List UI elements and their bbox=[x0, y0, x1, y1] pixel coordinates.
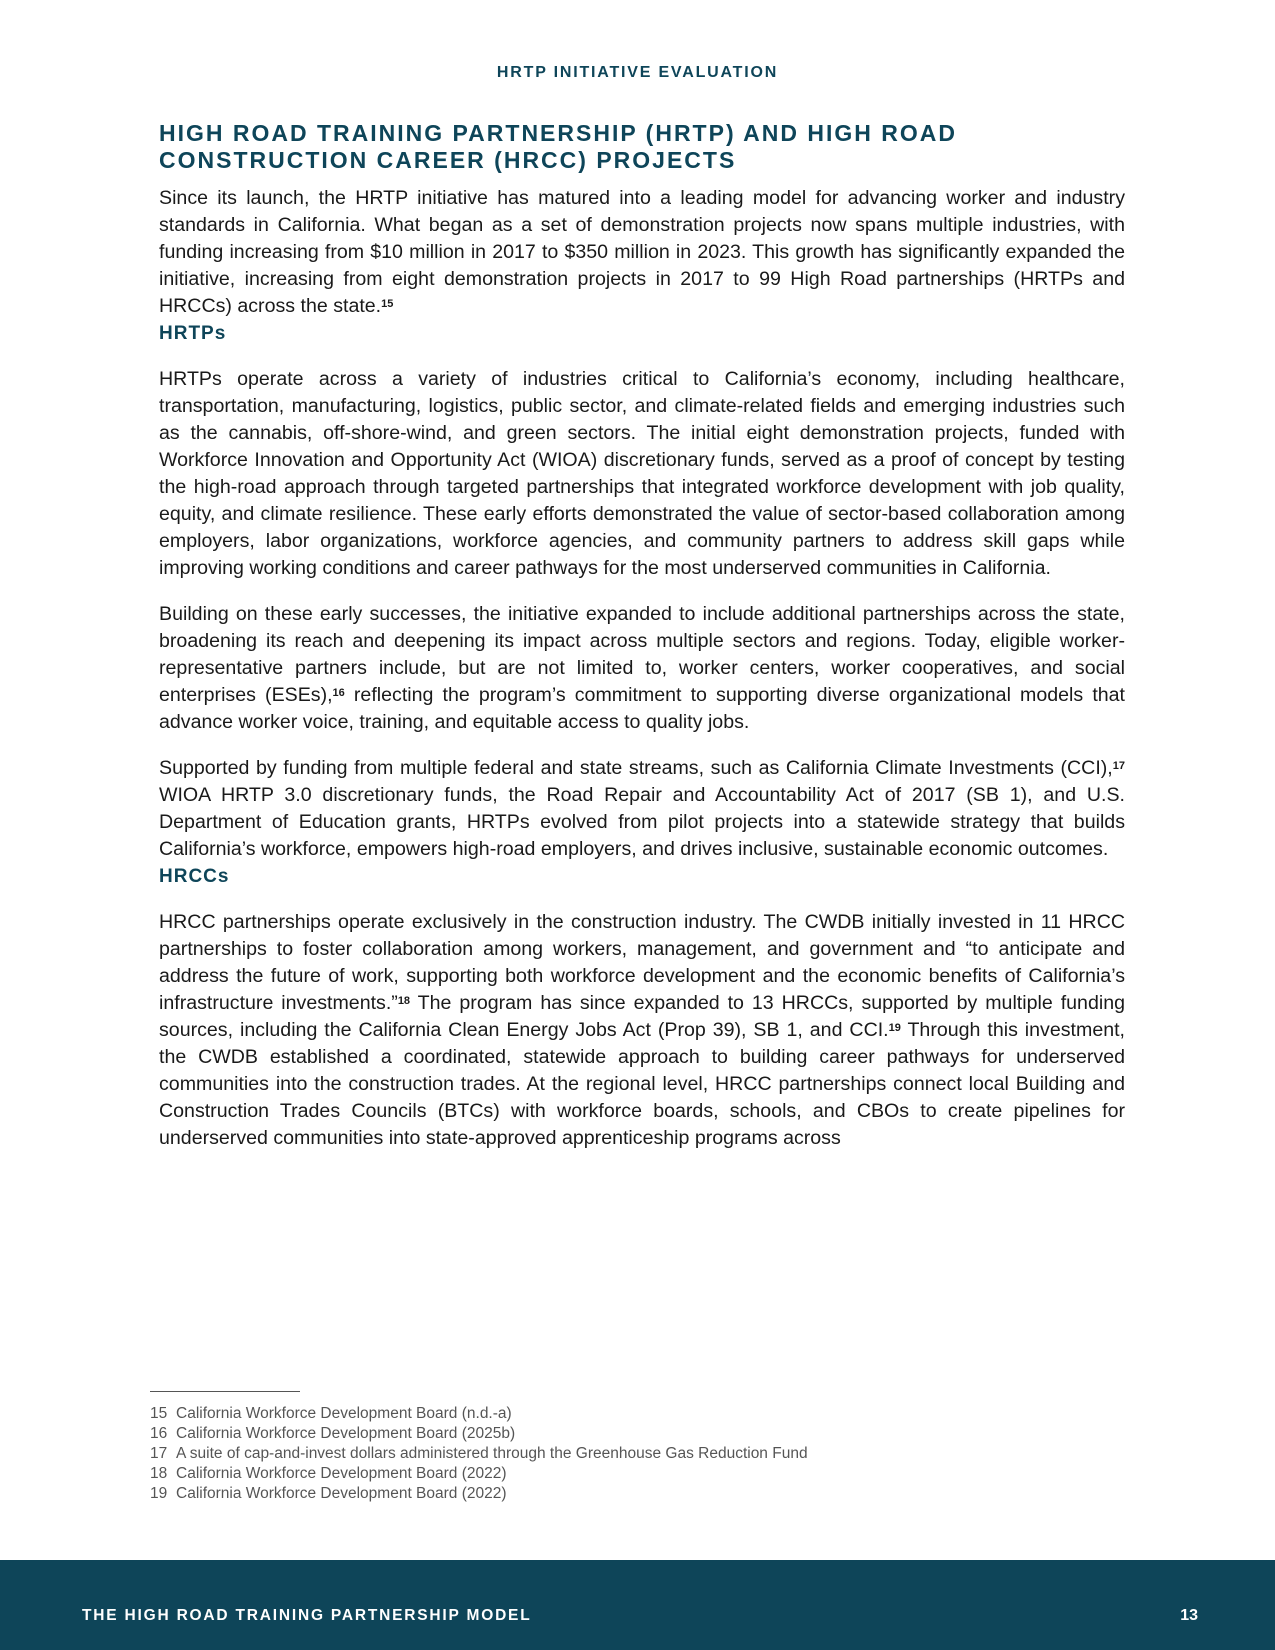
hrtps-p2-text-a: Building on these early successes, the initiative expanded to include additional partnerships across the state, broadening its reach and deepening its impact across multiple sectors and regions. Today, eligible worker-representative partners include, but are not limited to, worker centers, worker cooperatives, and social enterprises (ESEs), bbox=[159, 603, 1125, 706]
hrtps-paragraph-1: HRTPs operate across a variety of industries critical to California’s economy, including healthcare, transportation, manufacturing, logistics, public sector, and climate-related fields and emerging industries such as the cannabis, off-shore-wind, and green sectors. The initial eight demonstration projects, funded with Workforce Innovation and Opportunity Act (WIOA) discretionary funds, served as a proof of concept by testing the high-road approach through targeted partnerships that integrated workforce development with job quality, equity, and climate resilience. These early efforts demonstrated the value of sector-based collaboration among employers, labor organizations, workforce agencies, and community partners to address skill gaps while improving working conditions and career pathways for the most underserved communities in California. bbox=[159, 368, 1125, 579]
footnote-text: California Workforce Development Board (2025b) bbox=[176, 1425, 516, 1442]
footnote-text: California Workforce Development Board (n.d.-a) bbox=[176, 1405, 512, 1422]
footer-title: THE HIGH ROAD TRAINING PARTNERSHIP MODEL bbox=[82, 1607, 532, 1624]
hrccs-paragraph-1 bbox=[159, 909, 1125, 1152]
footnote-item bbox=[150, 1424, 1130, 1444]
footnote-text: California Workforce Development Board (2022) bbox=[176, 1485, 507, 1502]
hrtps-p3-text-b: WIOA HRTP 3.0 discretionary funds, the Road Repair and Accountability Act of 2017 (SB 1), and U.S. Department of Education grants, HRTPs evolved from pilot projects into a statewide strategy that builds California’s workforce, empowers high-road employers, and drives inclusive, sustainable economic outcomes. bbox=[159, 784, 1125, 860]
footnote-ref-19[interactable]: 19 bbox=[888, 1021, 901, 1034]
footnote-number: 19 bbox=[150, 1485, 168, 1502]
footnote-item bbox=[150, 1404, 1130, 1424]
footnotes-list bbox=[150, 1404, 1130, 1504]
hrtps-p2-text-b: reflecting the program’s commitment to supporting diverse organizational models that advance worker voice, training, and equitable access to quality jobs. bbox=[159, 684, 1125, 733]
footnote-item bbox=[150, 1444, 1130, 1464]
hrtps-paragraph-3 bbox=[159, 755, 1125, 863]
footnote-divider bbox=[150, 1391, 300, 1392]
section-heading-hrtps: HRTPs bbox=[159, 323, 227, 344]
footnote-text: A suite of cap-and-invest dollars administered through the Greenhouse Gas Reduction Fund bbox=[176, 1445, 808, 1462]
footnote-number: 16 bbox=[150, 1425, 168, 1442]
footnote-number: 18 bbox=[150, 1465, 168, 1482]
intro-text: Since its launch, the HRTP initiative has matured into a leading model for advancing worker and industry standards in California. What began as a set of demonstration projects now spans multiple industries, with funding increasing from $10 million in 2017 to $350 million in 2023. This growth has significantly expanded the initiative, increasing from eight demonstration projects in 2017 to 99 High Road partnerships (HRTPs and HRCCs) across the state. bbox=[159, 187, 1125, 317]
main-content bbox=[159, 120, 1125, 1152]
footnote-number: 15 bbox=[150, 1405, 168, 1422]
hrtps-p3-text-a: Supported by funding from multiple federal and state streams, such as California Climate Investments (CCI), bbox=[159, 757, 1113, 779]
footnote-ref-15[interactable]: 15 bbox=[381, 297, 394, 310]
hrccs-p1-text-a: HRCC partnerships operate exclusively in the construction industry. The CWDB initially invested in 11 HRCC partnerships to foster collaboration among workers, management, and government and “to anticipate and address the future of work, supporting both workforce development and the economic benefits of California’s infrastructure investments.” bbox=[159, 911, 1125, 1014]
footnote-ref-16[interactable]: 16 bbox=[332, 686, 345, 699]
intro-paragraph bbox=[159, 185, 1125, 320]
hrccs-p1-text-c: Through this investment, the CWDB established a coordinated, statewide approach to building career pathways for underserved communities into the construction trades. At the regional level, HRCC partnerships connect local Building and Construction Trades Councils (BTCs) with workforce boards, schools, and CBOs to create pipelines for underserved communities into state-approved apprenticeship programs across bbox=[159, 1019, 1125, 1149]
page-title: HIGH ROAD TRAINING PARTNERSHIP (HRTP) AND HIGH ROAD CONSTRUCTION CAREER (HRCC) PROJECTS bbox=[159, 120, 957, 173]
footnote-text: California Workforce Development Board (2022) bbox=[176, 1465, 507, 1482]
hrtps-paragraph-2 bbox=[159, 601, 1125, 736]
footnote-item bbox=[150, 1464, 1130, 1484]
running-header: HRTP INITIATIVE EVALUATION bbox=[496, 64, 779, 81]
footnote-item bbox=[150, 1484, 1130, 1504]
hrccs-p1-text-b: The program has since expanded to 13 HRCCs, supported by multiple funding sources, including the California Clean Energy Jobs Act (Prop 39), SB 1, and CCI. bbox=[159, 992, 1125, 1041]
page-number: 13 bbox=[1180, 1607, 1198, 1624]
page-footer bbox=[0, 1560, 1275, 1650]
footnote-ref-18[interactable]: 18 bbox=[397, 994, 411, 1007]
footnote-ref-17[interactable]: 17 bbox=[1112, 759, 1125, 772]
footnote-number: 17 bbox=[150, 1445, 168, 1462]
section-heading-hrccs: HRCCs bbox=[159, 866, 230, 887]
